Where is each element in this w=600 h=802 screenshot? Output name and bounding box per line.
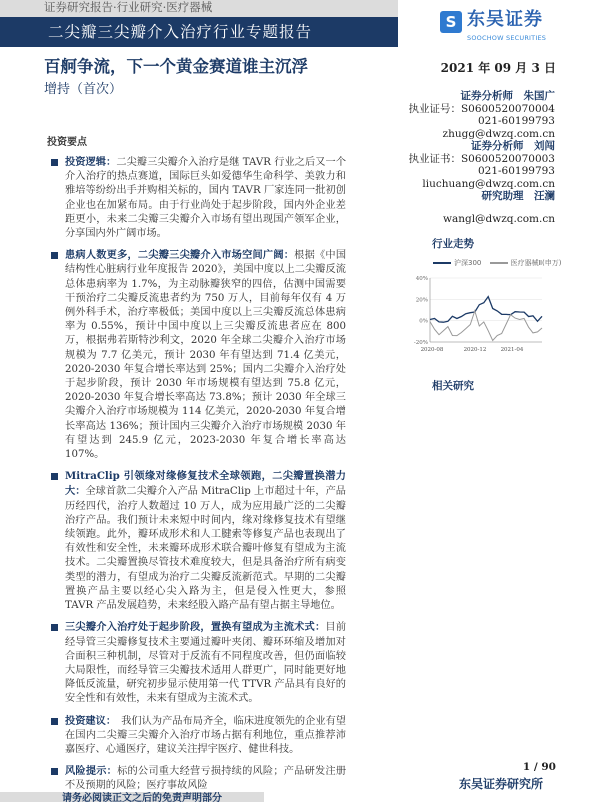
y-tick-label: -20%: [413, 340, 428, 346]
bullet-item: [48, 248, 346, 462]
bullet-lead: 投资建议：: [65, 714, 111, 727]
key-points: [48, 155, 346, 801]
y-tick-label: 20%: [415, 297, 428, 304]
bullet-item: [48, 620, 346, 706]
bullet-text: 我们认为产品布局齐全，临床进度领先的企业有望在国内二尖瓣三尖瓣介入治疗市场占据有利地位，重点推荐沛嘉医疗、心通医疗，建议关注捍宇医疗、健世科技。: [65, 715, 346, 755]
bullet-item: [48, 155, 346, 241]
analyst-email[interactable]: wangl@dwzq.com.cn: [442, 212, 555, 225]
analyst-phone: 021-60199793: [477, 115, 555, 127]
bullet-item: [48, 469, 346, 613]
x-tick-label: 2020-12: [463, 347, 487, 353]
bullet-text: 标的公司重大经营亏损持续的风险；产品研发注册不及预期的风险；医疗事故风险: [65, 766, 347, 792]
logo-en: SOOCHOW SECURITIES: [467, 34, 547, 42]
bullet-text: 根据《中国结构性心脏病行业年度报告 2020》，美国中度以上二尖瓣反流总体患病率为 1.7%，为主动脉瓣狭窄的四倍，估测中国需要干预治疗二尖瓣反流患者约为 750 万人，目前每年仅有 4 万例外科手术，治疗率极低；美国中度以上三尖瓣反流总体患病率为 0.55%，预计中国中度以上三尖瓣反流患者应在 800 万，根据弗若斯特沙利文，2020 年全球二尖瓣介入治疗市场规模为 7.7 亿美元，预计 2030 年有望达到 71.4 亿美元，2020-2030 年复合增长率达到 25%；国内二尖瓣介入治疗处于起步阶段，预计 2030 年市场规模有望达到 75.8 亿元，2020-2030 年复合增长率高达 73.8%；预计 2030 年全球三尖瓣介入治疗市场规模为 114 亿美元，2020-2030 年复合增长率高达 136%；预计国内三尖瓣介入治疗市场规模 2030 年有望达到 245.9 亿元，2023-2030 年复合增长率高达 107%。: [65, 250, 347, 461]
analyst-license: 执业证书：S0600520070003: [408, 152, 555, 165]
bullet-icon: [51, 624, 58, 631]
firm-name: 东吴证券研究所: [458, 777, 543, 791]
headline: 百舸争流，下一个黄金赛道谁主沉浮: [44, 57, 308, 76]
logo-icon: S: [440, 11, 462, 33]
bullet-lead: 风险提示：: [65, 765, 118, 778]
bullet-item: [48, 764, 346, 793]
analyst-list: [385, 90, 555, 225]
section-title: 投资要点: [47, 137, 87, 148]
analyst-license: 执业证号：S0600520070004: [408, 102, 555, 115]
bullet-lead: 患病人数更多，二尖瓣三尖瓣介入市场空间广阔：: [65, 249, 295, 262]
bullet-icon: [51, 159, 58, 166]
analyst-email[interactable]: zhugg@dwzq.com.cn: [442, 127, 555, 140]
analyst-phone: 021-60199793: [477, 165, 555, 177]
report-title: 二尖瓣三尖瓣介入治疗行业专题报告: [0, 17, 398, 47]
legend-swatch: [490, 262, 508, 264]
analyst-name: 研究助理 汪澜: [481, 190, 555, 202]
x-tick-label: 2021-04: [500, 347, 524, 353]
related-research-title: 相关研究: [432, 380, 474, 392]
trend-title: 行业走势: [432, 238, 474, 250]
analyst-email[interactable]: liuchuang@dwzq.com.cn: [422, 177, 555, 190]
bullet-icon: [51, 252, 58, 259]
series-line: [430, 297, 542, 323]
bullet-text: 目前经导管三尖瓣修复技术主要通过瓣叶夹闭、瓣环环缩及增加对合面积三种机制，尽管对于反流有不同程度改善，但仍面临较大局限性，而经导管三尖瓣技术适用人群更广，同时能更好地降低反流量，研究初步显示使用第一代 TTVR 产品具有良好的安全性和有效性，未来有望成为主流术式。: [65, 622, 347, 705]
x-tick-label: 2020-08: [420, 347, 444, 353]
bullet-item: [48, 714, 346, 758]
bullet-icon: [51, 768, 58, 775]
logo-cn: 东吴证券: [467, 9, 543, 30]
bullet-text: 全球首款二尖瓣介入产品 MitraClip 上市超过十年，产品历经四代，治疗人数超过 10 万人，成为应用最广泛的二尖瓣治疗产品。我们预计未来短中时间内，缘对缘修复技术有望继续领跑。此外，瓣环成形术和人工腱索等修复产品也表现出了有效性和安全性，未来瓣环成形术联合瓣叶修复有望成为主流技术。二尖瓣置换尽管技术难度较大，但是具备治疗所有病变类型的潜力，有望成为治疗二尖瓣反流新范式。早期的二尖瓣置换产品主要以经心尖入路为主，但是侵入性更大，参照 TAVR 产品发展趋势，未来经股入路产品有望占据主导地位。: [65, 486, 346, 612]
report-date: 2021 年 09 月 3 日: [440, 61, 556, 75]
legend-swatch: [433, 262, 451, 264]
legend-label: 医疗器械Ⅱ(申万): [510, 259, 562, 267]
report-category: 证券研究报告·行业研究·医疗器械: [0, 0, 398, 17]
bullet-text: 二尖瓣三尖瓣介入治疗是继 TAVR 行业之后又一个介入治疗的热点赛道，国际巨头如爱德华生命科学、美敦力和雅培等纷纷出手并购相关标的，国内 TAVR 厂家连同一批初创企业也在加紧布局。由于行业尚处于起步阶段，国内外企业差距更小，未来二尖瓣三尖瓣介入市场有望出现国产领军企业，分享国内外广阔市场。: [65, 157, 347, 240]
y-tick-label: 40%: [415, 276, 428, 282]
industry-trend-chart: [412, 270, 552, 358]
y-tick-label: 0%: [419, 318, 428, 325]
bullet-lead: 投资逻辑：: [65, 156, 117, 168]
bullet-lead: 三尖瓣介入治疗处于起步阶段，置换有望成为主流术式：: [65, 621, 326, 634]
page-number: 1 / 90: [522, 761, 556, 773]
analyst-name: 证券分析师 刘闯: [471, 140, 555, 152]
analyst-name: 证券分析师 朱国广: [460, 90, 555, 102]
series-line: [430, 311, 542, 341]
company-logo: [440, 9, 560, 43]
legend-label: 沪深300: [454, 259, 482, 267]
chart-legend: [433, 259, 562, 268]
rating: 增持（首次）: [44, 82, 123, 97]
bullet-lead: MitraClip 引领缘对缘修复技术全球领跑，二尖瓣置换潜力大：: [65, 470, 346, 498]
disclaimer: 请务必阅读正文之后的免责声明部分: [0, 792, 264, 802]
bullet-icon: [51, 718, 58, 725]
bullet-icon: [51, 473, 58, 480]
